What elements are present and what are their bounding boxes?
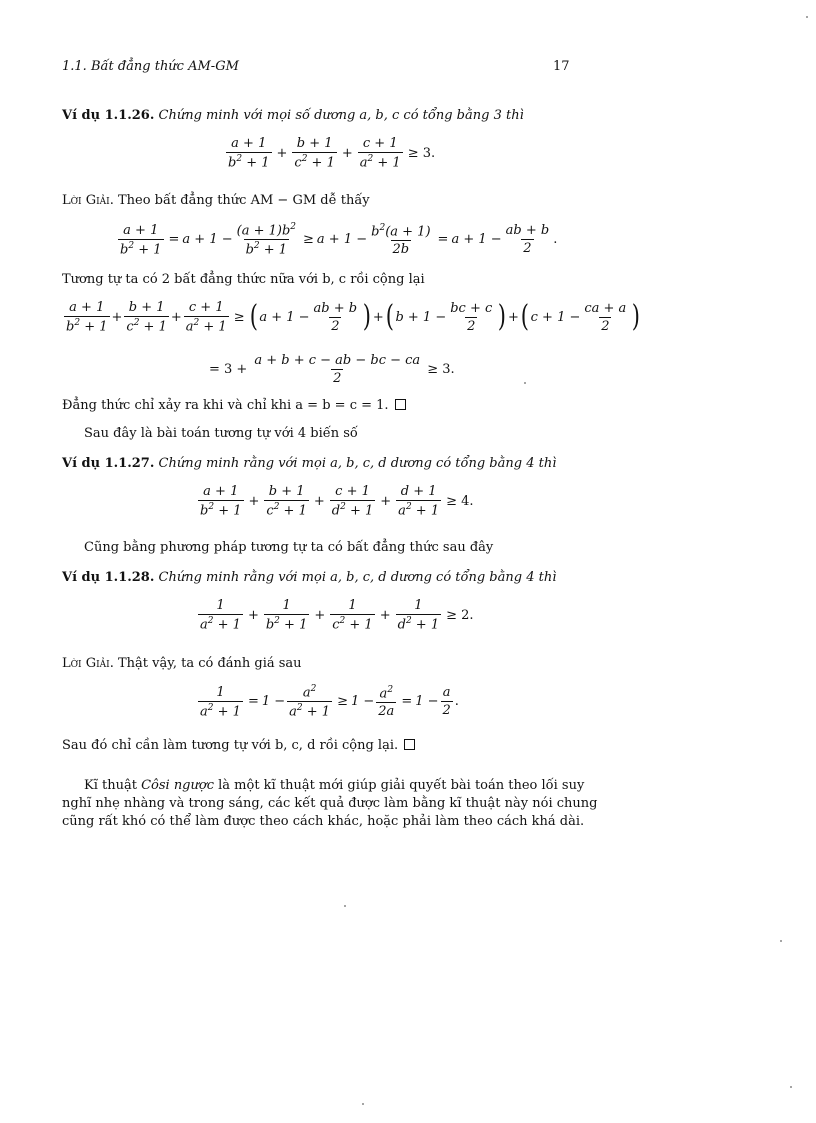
qed-icon: [404, 739, 415, 750]
tangent-estimate: $\frac{1}{a^2 + 1}$ = 1 − $\frac{a^2}{a^2 + 1}$ ≥ 1 − $\frac{a^2}{2a}$ = 1 − $\frac{a}{2}$ .: [200, 684, 459, 720]
closing-line-1: Kĩ thuật Côsi ngược là một kĩ thuật mới giúp giải quyết bài toán theo lối suy: [84, 778, 585, 793]
after-text: Sau đó chỉ cần làm tương tự với b, c, d rồi cộng lại.: [62, 738, 415, 753]
solution-1: Lời Giải. Theo bất đẳng thức AM − GM dễ thấy: [62, 193, 370, 208]
example-statement: Chứng minh rằng với mọi a, b, c, d dương có tổng bằng 4 thì: [158, 570, 557, 585]
sum-inequality: $\frac{a + 1}{b^2 + 1}$ + $\frac{b + 1}{c^2 + 1}$ + $\frac{c + 1}{a^2 + 1}$ ≥ ( a + 1 − $\frac{ab + b}{2}$ ) + ( b + 1 − $\frac{bc + c}{2}$ ) + ( c + 1 − $\frac{ca + a}{2}$ ): [66, 299, 641, 335]
scan-speck: [362, 1103, 364, 1105]
inequality-1-1-28: $\frac{1}{a^2 + 1}$ + $\frac{1}{b^2 + 1}$ + $\frac{1}{c^2 + 1}$ + $\frac{1}{d^2 + 1}$ ≥ 2.: [200, 598, 474, 633]
equality-condition: Đẳng thức chỉ xảy ra khi và chỉ khi a = b = c = 1.: [62, 398, 406, 413]
same-method-text: Cũng bằng phương pháp tương tự ta có bất đẳng thức sau đây: [84, 540, 494, 555]
closing-line-3: cũng rất khó có thể làm được theo cách khác, hoặc phải làm theo cách khá dài.: [62, 814, 585, 829]
example-1-1-28: [62, 570, 556, 585]
scan-speck: [524, 382, 526, 384]
example-1-1-27: [62, 456, 556, 471]
running-header-section: 1.1. Bất đẳng thức AM-GM: [62, 59, 239, 74]
transition-text: Sau đây là bài toán tương tự với 4 biến số: [84, 426, 358, 441]
scan-speck: [806, 16, 808, 18]
example-1-1-26: [62, 108, 524, 123]
sum-result: = 3 + $\frac{a + b + c - ab - bc - ca}{2}$ ≥ 3.: [209, 353, 455, 386]
am-gm-estimate: $\frac{a + 1}{b^2 + 1}$ = a + 1 − $\frac{(a + 1)b^2}{b^2 + 1}$ ≥ a + 1 − $\frac{b^2(a + 1)}{2b}$ = a + 1 − $\frac{ab + b}{2}$ .: [120, 222, 558, 258]
solution-2: Lời Giải. Thật vậy, ta có đánh giá sau: [62, 656, 302, 671]
qed-icon: [395, 399, 406, 410]
scan-speck: [780, 940, 782, 942]
example-statement: Chứng minh với mọi số dương a, b, c có tổng bằng 3 thì: [158, 108, 524, 123]
solution-label: Lời Giải.: [62, 193, 114, 208]
similar-text: Tương tự ta có 2 bất đẳng thức nữa với b, c rồi cộng lại: [62, 272, 425, 287]
example-label: Ví dụ 1.1.26.: [62, 108, 155, 123]
page-number: 17: [553, 59, 570, 74]
scan-speck: [344, 905, 346, 907]
scan-speck: [790, 1086, 792, 1088]
example-label: Ví dụ 1.1.28.: [62, 570, 155, 585]
example-label: Ví dụ 1.1.27.: [62, 456, 155, 471]
closing-line-2: nghĩ nhẹ nhàng và trong sáng, các kết quả được làm bằng kĩ thuật này nói chung: [62, 796, 598, 811]
solution-label: Lời Giải.: [62, 656, 114, 671]
example-statement: Chứng minh rằng với mọi a, b, c, d dương có tổng bằng 4 thì: [158, 456, 557, 471]
inequality-1-1-27: $\frac{a + 1}{b^2 + 1}$ + $\frac{b + 1}{c^2 + 1}$ + $\frac{c + 1}{d^2 + 1}$ + $\frac{d + 1}{a^2 + 1}$ ≥ 4.: [200, 484, 474, 519]
inequality-1-1-26: $\frac{a + 1}{b^2 + 1}$ + $\frac{b + 1}{c^2 + 1}$ + $\frac{c + 1}{a^2 + 1}$ ≥ 3.: [228, 136, 436, 171]
